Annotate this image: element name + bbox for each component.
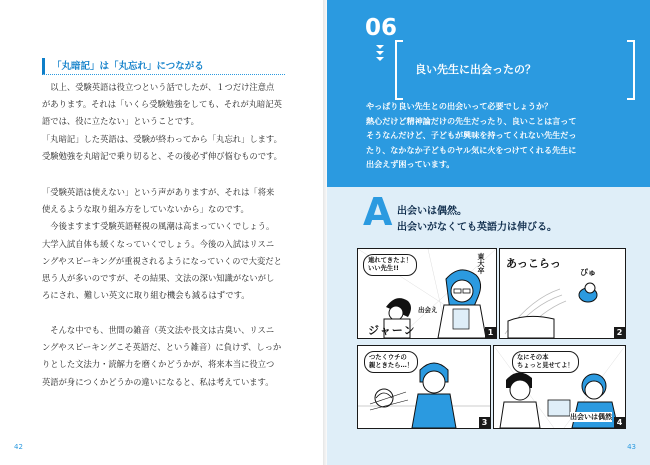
question-line: たり、なかなか子どものヤル気に火をつけてくれる先生に <box>366 144 577 155</box>
label-todai: 東大卒 <box>477 253 485 274</box>
answer-line: 出会いは偶然。 <box>397 206 467 217</box>
comic-panel-4 <box>493 345 626 429</box>
question-line: そうなんだけど、子どもが興味を持ってくれない先生だっ <box>366 130 577 140</box>
question-panel <box>327 0 650 187</box>
body-text-block-1 <box>42 79 282 165</box>
bubble-line: ちょっと見せてよ！ <box>517 362 574 369</box>
label-deae: 出会え <box>418 306 438 314</box>
body-paragraph: 今後ますます受験英語軽視の風潮は高まっていくでしょう。大学入試自体も緩くなっていくでしょう。今後の入試はリスニングやスピーキングが重視されるようになっていくので大変だと思う人が多いのですが、その結果、文法の深い知識がないがしろにされ、難しい英文に取り組む機会も減るはずです。 <box>42 221 282 301</box>
question-line: やっぱり良い先生との出会いって必要でしょうか？ <box>366 101 553 111</box>
comic-panel-2 <box>499 248 626 339</box>
sfx-pyu: ぴゅ <box>580 268 596 277</box>
answer-line: 出会いがなくても英語力は伸びる。 <box>397 222 557 233</box>
left-bracket-icon <box>395 40 403 100</box>
body-paragraph: 「丸暗記」した英語は、受験が終わってから「丸忘れ」します。受験勉強を丸暗記で乗り切ると、その後必ず伸び悩むものです。 <box>42 133 282 161</box>
triangle-marker-icon <box>376 51 384 55</box>
section-heading-text: 「丸暗記」は「丸忘れ」につながる <box>52 61 204 72</box>
question-body <box>366 99 632 172</box>
triangle-marker-icon <box>376 45 384 49</box>
body-text-block-3 <box>42 322 282 391</box>
question-number: 06 <box>365 15 398 41</box>
triangle-marker-icon <box>376 57 384 61</box>
answer-letter: A <box>363 190 393 234</box>
bubble-line: つたくウチの <box>369 354 407 361</box>
question-line: 出会えず困っています。 <box>366 159 455 169</box>
comic-panel-1 <box>357 248 497 339</box>
question-line: 熱心だけど精神論だけの先生だったり、良いことは言って <box>366 115 577 126</box>
speech-bubble <box>512 351 579 373</box>
question-title: 良い先生に出会ったの？ <box>415 63 536 76</box>
body-text-block-2 <box>42 184 282 304</box>
bubble-line: いい先生!! <box>368 265 399 272</box>
page-number-right: 43 <box>627 443 636 451</box>
comic-panel-3 <box>357 345 491 429</box>
section-heading <box>42 58 285 75</box>
answer-text <box>397 204 637 236</box>
speech-bubble <box>363 254 417 276</box>
body-paragraph: 「受験英語は使えない」という声がありますが、それは「将来使えるような取り組み方をしていないから」なのです。 <box>42 187 275 215</box>
panel-number: 2 <box>614 327 625 338</box>
question-title-frame <box>395 40 635 96</box>
bubble-line: なにその本 <box>517 354 549 361</box>
body-paragraph: 以上、受験英語は役立つという話でしたが、１つだけ注意点があります。それは「いくら受験勉強をしても、それが丸暗記英語では、役に立たない」ということです。 <box>42 82 282 127</box>
bubble-line: 親ときたら…！ <box>369 362 414 369</box>
body-paragraph: そんな中でも、世間の雑音（英文法や長文は古臭い、リスニングやスピーキングこそ英語だ、という雑音）に負けず、しっかりとした文法力・読解力を磨くかどうかが、将来本当に役立つ英語が身につくかどうかの違いになると、私は考えています。 <box>42 325 282 387</box>
panel-number: 3 <box>479 417 490 428</box>
page-number-left: 42 <box>14 443 23 451</box>
panel-number: 1 <box>485 327 496 338</box>
right-page <box>327 0 650 465</box>
panel-caption: 出会いは偶然 <box>570 413 612 421</box>
right-bracket-icon <box>627 40 635 100</box>
sfx-akora: あっこらっ <box>506 257 561 270</box>
speech-bubble <box>364 351 418 373</box>
bubble-line: 連れてきたよ！ <box>368 257 413 264</box>
panel-number: 4 <box>614 417 625 428</box>
sfx-jaan: ジャーン <box>368 324 416 337</box>
